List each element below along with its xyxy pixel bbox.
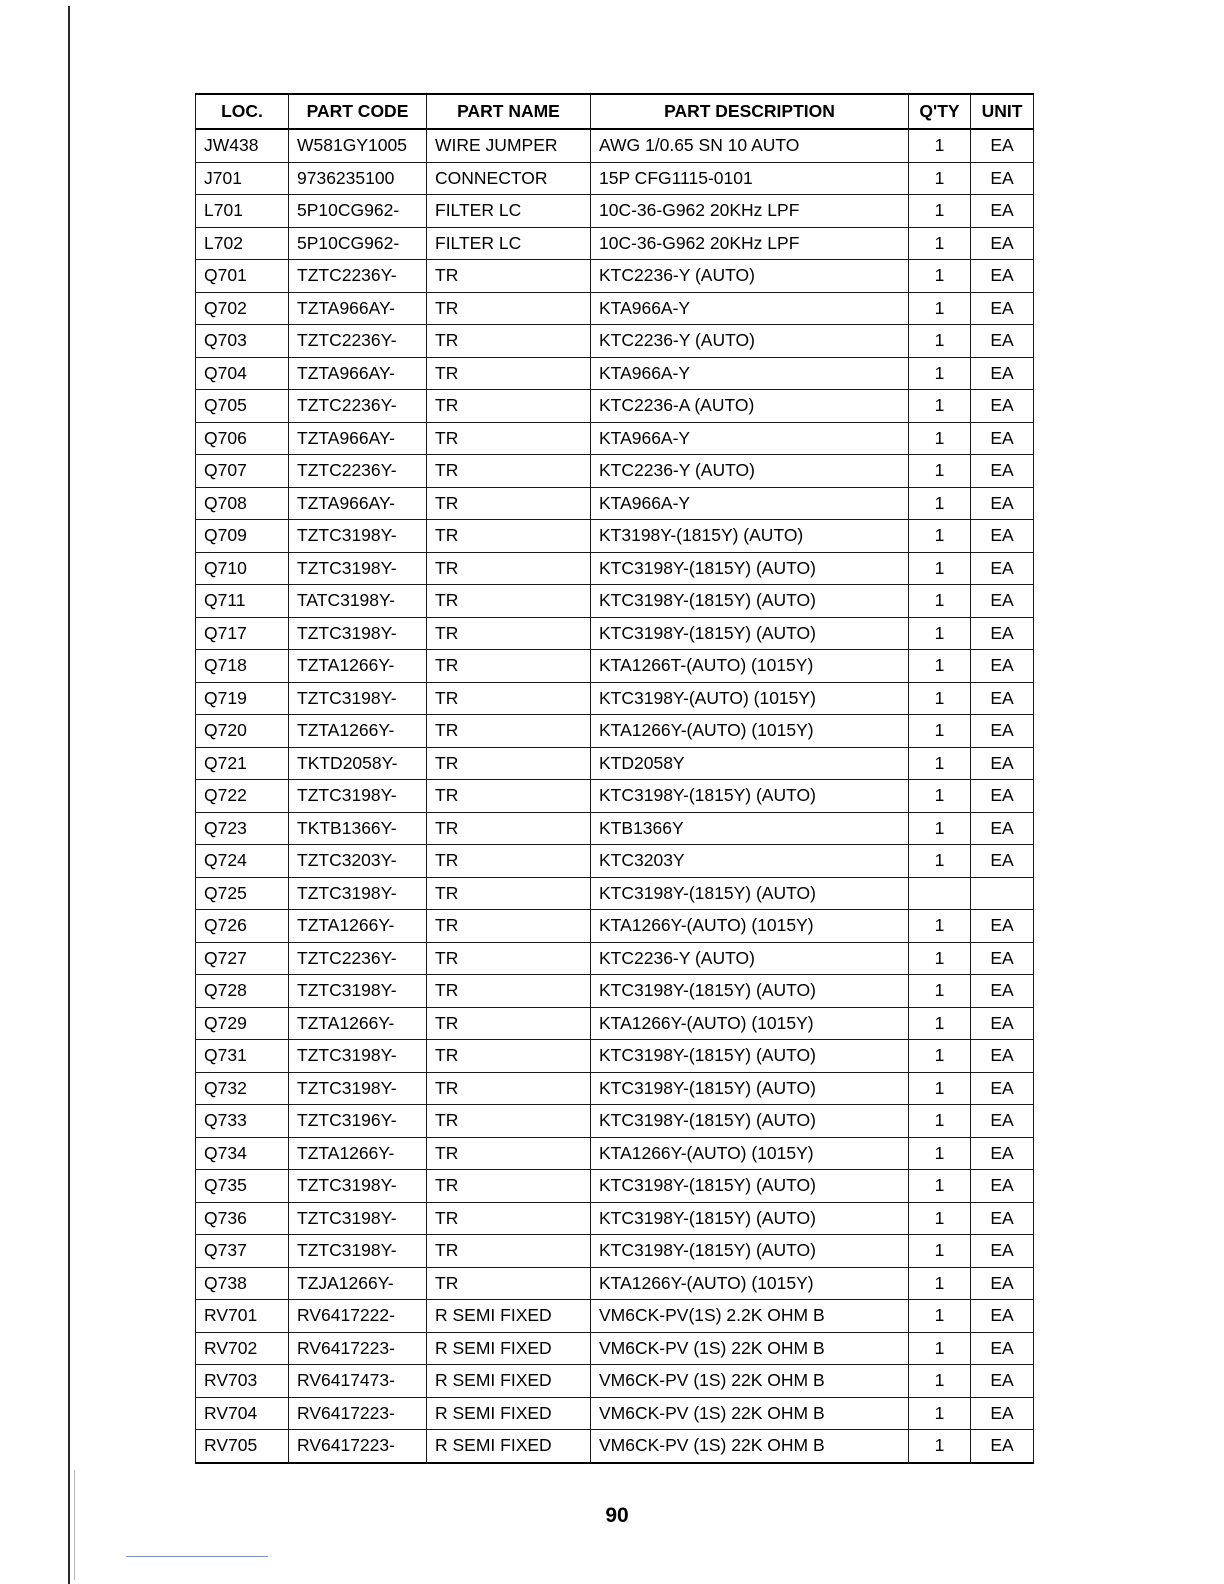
table-row xyxy=(196,1430,1034,1463)
table-row xyxy=(196,877,1034,910)
loc-cell: Q728 xyxy=(196,975,289,1008)
unit-cell: EA xyxy=(971,357,1034,390)
part-description-cell: KTA1266T-(AUTO) (1015Y) xyxy=(591,650,909,683)
part-name-cell: TR xyxy=(427,715,591,748)
part-description-cell: KTA1266Y-(AUTO) (1015Y) xyxy=(591,1007,909,1040)
part-description-cell: KTB1366Y xyxy=(591,812,909,845)
part-name-cell: R SEMI FIXED xyxy=(427,1365,591,1398)
unit-cell: EA xyxy=(971,812,1034,845)
part-code-cell: RV6417223- xyxy=(289,1332,427,1365)
table-row xyxy=(196,487,1034,520)
qty-cell: 1 xyxy=(909,1007,971,1040)
part-description-cell: KTC3198Y-(AUTO) (1015Y) xyxy=(591,682,909,715)
part-description-cell: KTC3198Y-(1815Y) (AUTO) xyxy=(591,1202,909,1235)
unit-cell: EA xyxy=(971,292,1034,325)
loc-cell: Q737 xyxy=(196,1235,289,1268)
part-description-cell: 15P CFG1115-0101 xyxy=(591,162,909,195)
part-code-cell: TKTD2058Y- xyxy=(289,747,427,780)
part-name-cell: TR xyxy=(427,390,591,423)
table-row xyxy=(196,520,1034,553)
page-number: 90 xyxy=(605,1504,629,1527)
table-row xyxy=(196,780,1034,813)
part-description-cell: KTA1266Y-(AUTO) (1015Y) xyxy=(591,1137,909,1170)
qty-cell xyxy=(909,877,971,910)
qty-cell: 1 xyxy=(909,682,971,715)
loc-cell: Q709 xyxy=(196,520,289,553)
part-code-cell: TZTC3198Y- xyxy=(289,1235,427,1268)
loc-cell: J701 xyxy=(196,162,289,195)
part-name-cell: TR xyxy=(427,455,591,488)
part-name-cell: TR xyxy=(427,650,591,683)
unit-cell xyxy=(971,877,1034,910)
part-description-cell: KTD2058Y xyxy=(591,747,909,780)
table-row xyxy=(196,227,1034,260)
part-description-cell: 10C-36-G962 20KHz LPF xyxy=(591,227,909,260)
qty-cell: 1 xyxy=(909,1332,971,1365)
table-row xyxy=(196,1137,1034,1170)
part-name-cell: TR xyxy=(427,520,591,553)
part-name-cell: TR xyxy=(427,812,591,845)
part-code-cell: TZTC2236Y- xyxy=(289,260,427,293)
unit-cell: EA xyxy=(971,260,1034,293)
part-name-cell: FILTER LC xyxy=(427,227,591,260)
loc-cell: Q731 xyxy=(196,1040,289,1073)
loc-cell: L701 xyxy=(196,195,289,228)
table-row xyxy=(196,129,1034,162)
qty-cell: 1 xyxy=(909,260,971,293)
loc-cell: Q735 xyxy=(196,1170,289,1203)
qty-cell: 1 xyxy=(909,1235,971,1268)
unit-cell: EA xyxy=(971,390,1034,423)
part-name-cell: TR xyxy=(427,877,591,910)
part-code-cell: TZTC3196Y- xyxy=(289,1105,427,1138)
part-name-cell: TR xyxy=(427,1235,591,1268)
part-description-cell: KTA1266Y-(AUTO) (1015Y) xyxy=(591,910,909,943)
qty-cell: 1 xyxy=(909,292,971,325)
part-description-cell: VM6CK-PV (1S) 22K OHM B xyxy=(591,1365,909,1398)
part-name-cell: R SEMI FIXED xyxy=(427,1300,591,1333)
unit-cell: EA xyxy=(971,227,1034,260)
part-description-cell: KTC3198Y-(1815Y) (AUTO) xyxy=(591,1072,909,1105)
part-name-cell: TR xyxy=(427,422,591,455)
part-code-cell: TZTC3198Y- xyxy=(289,1202,427,1235)
loc-cell: RV704 xyxy=(196,1397,289,1430)
part-description-cell: VM6CK-PV (1S) 22K OHM B xyxy=(591,1332,909,1365)
table-row xyxy=(196,455,1034,488)
unit-cell: EA xyxy=(971,682,1034,715)
unit-cell: EA xyxy=(971,975,1034,1008)
part-description-cell: KTA966A-Y xyxy=(591,487,909,520)
loc-cell: Q717 xyxy=(196,617,289,650)
part-code-cell: TZTA1266Y- xyxy=(289,715,427,748)
loc-cell: Q723 xyxy=(196,812,289,845)
part-name-cell: R SEMI FIXED xyxy=(427,1332,591,1365)
table-row xyxy=(196,812,1034,845)
table-row xyxy=(196,747,1034,780)
unit-cell: EA xyxy=(971,942,1034,975)
loc-cell: RV701 xyxy=(196,1300,289,1333)
part-description-cell: KTA966A-Y xyxy=(591,357,909,390)
qty-cell: 1 xyxy=(909,162,971,195)
part-code-cell: 5P10CG962- xyxy=(289,227,427,260)
loc-cell: Q705 xyxy=(196,390,289,423)
part-description-cell: KTC3198Y-(1815Y) (AUTO) xyxy=(591,1105,909,1138)
qty-cell: 1 xyxy=(909,845,971,878)
parts-table-body xyxy=(196,129,1034,1463)
part-name-cell: TR xyxy=(427,1137,591,1170)
part-code-cell: TZTA966AY- xyxy=(289,422,427,455)
part-code-cell: TZTC3198Y- xyxy=(289,877,427,910)
loc-cell: Q724 xyxy=(196,845,289,878)
part-code-cell: TKTB1366Y- xyxy=(289,812,427,845)
part-code-cell: RV6417473- xyxy=(289,1365,427,1398)
part-code-cell: TATC3198Y- xyxy=(289,585,427,618)
loc-cell: JW438 xyxy=(196,129,289,162)
table-row xyxy=(196,1267,1034,1300)
loc-cell: Q729 xyxy=(196,1007,289,1040)
qty-cell: 1 xyxy=(909,1365,971,1398)
table-row xyxy=(196,975,1034,1008)
part-code-cell: TZJA1266Y- xyxy=(289,1267,427,1300)
part-name-cell: TR xyxy=(427,1202,591,1235)
unit-cell: EA xyxy=(971,1040,1034,1073)
qty-cell: 1 xyxy=(909,487,971,520)
part-name-cell: TR xyxy=(427,975,591,1008)
table-row xyxy=(196,1397,1034,1430)
part-description-cell: KTC2236-Y (AUTO) xyxy=(591,260,909,293)
part-description-cell: KTC3198Y-(1815Y) (AUTO) xyxy=(591,1235,909,1268)
unit-cell: EA xyxy=(971,910,1034,943)
table-row xyxy=(196,682,1034,715)
table-row xyxy=(196,715,1034,748)
table-row xyxy=(196,1072,1034,1105)
part-code-cell: TZTA1266Y- xyxy=(289,1007,427,1040)
unit-cell: EA xyxy=(971,487,1034,520)
part-description-cell: KTC2236-Y (AUTO) xyxy=(591,455,909,488)
loc-cell: Q732 xyxy=(196,1072,289,1105)
column-header-part-description: PART DESCRIPTION xyxy=(591,94,909,129)
loc-cell: Q721 xyxy=(196,747,289,780)
part-name-cell: TR xyxy=(427,585,591,618)
table-row xyxy=(196,422,1034,455)
loc-cell: Q702 xyxy=(196,292,289,325)
unit-cell: EA xyxy=(971,780,1034,813)
table-row xyxy=(196,390,1034,423)
qty-cell: 1 xyxy=(909,422,971,455)
table-row xyxy=(196,357,1034,390)
part-description-cell: VM6CK-PV (1S) 22K OHM B xyxy=(591,1397,909,1430)
loc-cell: Q707 xyxy=(196,455,289,488)
part-name-cell: TR xyxy=(427,1170,591,1203)
qty-cell: 1 xyxy=(909,812,971,845)
unit-cell: EA xyxy=(971,1137,1034,1170)
qty-cell: 1 xyxy=(909,715,971,748)
qty-cell: 1 xyxy=(909,650,971,683)
part-name-cell: TR xyxy=(427,1007,591,1040)
part-code-cell: RV6417223- xyxy=(289,1397,427,1430)
table-row xyxy=(196,1105,1034,1138)
part-name-cell: TR xyxy=(427,780,591,813)
qty-cell: 1 xyxy=(909,780,971,813)
table-row xyxy=(196,292,1034,325)
loc-cell: Q711 xyxy=(196,585,289,618)
part-code-cell: TZTC3198Y- xyxy=(289,1072,427,1105)
part-name-cell: TR xyxy=(427,292,591,325)
part-code-cell: TZTC2236Y- xyxy=(289,325,427,358)
unit-cell: EA xyxy=(971,1170,1034,1203)
qty-cell: 1 xyxy=(909,975,971,1008)
qty-cell: 1 xyxy=(909,1300,971,1333)
loc-cell: Q733 xyxy=(196,1105,289,1138)
unit-cell: EA xyxy=(971,129,1034,162)
part-name-cell: TR xyxy=(427,260,591,293)
part-description-cell: KTA1266Y-(AUTO) (1015Y) xyxy=(591,715,909,748)
part-description-cell: KTC3198Y-(1815Y) (AUTO) xyxy=(591,552,909,585)
qty-cell: 1 xyxy=(909,1397,971,1430)
part-name-cell: R SEMI FIXED xyxy=(427,1430,591,1463)
table-row xyxy=(196,195,1034,228)
loc-cell: Q720 xyxy=(196,715,289,748)
scan-margin-line xyxy=(68,6,70,1584)
part-name-cell: CONNECTOR xyxy=(427,162,591,195)
loc-cell: Q736 xyxy=(196,1202,289,1235)
table-row xyxy=(196,325,1034,358)
part-description-cell: KTC3198Y-(1815Y) (AUTO) xyxy=(591,975,909,1008)
part-name-cell: TR xyxy=(427,1072,591,1105)
table-row xyxy=(196,162,1034,195)
qty-cell: 1 xyxy=(909,390,971,423)
unit-cell: EA xyxy=(971,845,1034,878)
table-row xyxy=(196,552,1034,585)
part-description-cell: KT3198Y-(1815Y) (AUTO) xyxy=(591,520,909,553)
part-description-cell: KTC3198Y-(1815Y) (AUTO) xyxy=(591,1040,909,1073)
qty-cell: 1 xyxy=(909,195,971,228)
qty-cell: 1 xyxy=(909,1072,971,1105)
part-name-cell: TR xyxy=(427,747,591,780)
unit-cell: EA xyxy=(971,520,1034,553)
part-name-cell: TR xyxy=(427,942,591,975)
part-code-cell: TZTC3198Y- xyxy=(289,682,427,715)
table-row xyxy=(196,585,1034,618)
qty-cell: 1 xyxy=(909,617,971,650)
table-header-row xyxy=(196,94,1034,129)
part-description-cell: KTA1266Y-(AUTO) (1015Y) xyxy=(591,1267,909,1300)
part-code-cell: TZTA966AY- xyxy=(289,292,427,325)
qty-cell: 1 xyxy=(909,1040,971,1073)
loc-cell: Q726 xyxy=(196,910,289,943)
qty-cell: 1 xyxy=(909,1105,971,1138)
part-name-cell: TR xyxy=(427,617,591,650)
loc-cell: Q708 xyxy=(196,487,289,520)
loc-cell: Q727 xyxy=(196,942,289,975)
unit-cell: EA xyxy=(971,747,1034,780)
unit-cell: EA xyxy=(971,1072,1034,1105)
parts-list-table xyxy=(195,93,1034,1464)
part-code-cell: W581GY1005 xyxy=(289,129,427,162)
part-name-cell: R SEMI FIXED xyxy=(427,1397,591,1430)
column-header-part-name: PART NAME xyxy=(427,94,591,129)
part-description-cell: VM6CK-PV(1S) 2.2K OHM B xyxy=(591,1300,909,1333)
qty-cell: 1 xyxy=(909,1170,971,1203)
unit-cell: EA xyxy=(971,617,1034,650)
unit-cell: EA xyxy=(971,552,1034,585)
qty-cell: 1 xyxy=(909,1267,971,1300)
part-description-cell: KTC2236-Y (AUTO) xyxy=(591,942,909,975)
part-description-cell: KTC3198Y-(1815Y) (AUTO) xyxy=(591,1170,909,1203)
part-code-cell: TZTC3203Y- xyxy=(289,845,427,878)
column-header-loc: LOC. xyxy=(196,94,289,129)
part-code-cell: TZTC2236Y- xyxy=(289,390,427,423)
unit-cell: EA xyxy=(971,1202,1034,1235)
qty-cell: 1 xyxy=(909,747,971,780)
unit-cell: EA xyxy=(971,1007,1034,1040)
unit-cell: EA xyxy=(971,195,1034,228)
table-row xyxy=(196,942,1034,975)
part-name-cell: TR xyxy=(427,1040,591,1073)
part-code-cell: RV6417222- xyxy=(289,1300,427,1333)
part-name-cell: FILTER LC xyxy=(427,195,591,228)
part-code-cell: TZTC3198Y- xyxy=(289,1040,427,1073)
qty-cell: 1 xyxy=(909,1202,971,1235)
table-row xyxy=(196,910,1034,943)
unit-cell: EA xyxy=(971,1235,1034,1268)
unit-cell: EA xyxy=(971,650,1034,683)
unit-cell: EA xyxy=(971,715,1034,748)
unit-cell: EA xyxy=(971,422,1034,455)
loc-cell: Q722 xyxy=(196,780,289,813)
table-row xyxy=(196,1300,1034,1333)
loc-cell: Q738 xyxy=(196,1267,289,1300)
part-code-cell: TZTA1266Y- xyxy=(289,1137,427,1170)
part-description-cell: KTC3198Y-(1815Y) (AUTO) xyxy=(591,617,909,650)
unit-cell: EA xyxy=(971,455,1034,488)
part-code-cell: TZTC3198Y- xyxy=(289,520,427,553)
table-row xyxy=(196,1235,1034,1268)
unit-cell: EA xyxy=(971,1365,1034,1398)
part-description-cell: KTC3198Y-(1815Y) (AUTO) xyxy=(591,877,909,910)
part-name-cell: TR xyxy=(427,325,591,358)
part-code-cell: TZTA1266Y- xyxy=(289,910,427,943)
loc-cell: RV703 xyxy=(196,1365,289,1398)
column-header-part-code: PART CODE xyxy=(289,94,427,129)
qty-cell: 1 xyxy=(909,357,971,390)
part-code-cell: TZTC3198Y- xyxy=(289,617,427,650)
qty-cell: 1 xyxy=(909,910,971,943)
part-code-cell: TZTA966AY- xyxy=(289,357,427,390)
part-description-cell: 10C-36-G962 20KHz LPF xyxy=(591,195,909,228)
qty-cell: 1 xyxy=(909,520,971,553)
loc-cell: Q701 xyxy=(196,260,289,293)
part-description-cell: VM6CK-PV (1S) 22K OHM B xyxy=(591,1430,909,1463)
loc-cell: Q718 xyxy=(196,650,289,683)
part-description-cell: KTC2236-Y (AUTO) xyxy=(591,325,909,358)
part-description-cell: AWG 1/0.65 SN 10 AUTO xyxy=(591,129,909,162)
part-name-cell: WIRE JUMPER xyxy=(427,129,591,162)
part-name-cell: TR xyxy=(427,682,591,715)
loc-cell: RV702 xyxy=(196,1332,289,1365)
table-row xyxy=(196,617,1034,650)
part-code-cell: TZTC2236Y- xyxy=(289,942,427,975)
unit-cell: EA xyxy=(971,585,1034,618)
part-name-cell: TR xyxy=(427,1105,591,1138)
loc-cell: Q710 xyxy=(196,552,289,585)
unit-cell: EA xyxy=(971,162,1034,195)
loc-cell: Q706 xyxy=(196,422,289,455)
loc-cell: RV705 xyxy=(196,1430,289,1463)
qty-cell: 1 xyxy=(909,585,971,618)
part-code-cell: TZTA966AY- xyxy=(289,487,427,520)
part-code-cell: 5P10CG962- xyxy=(289,195,427,228)
part-code-cell: TZTC3198Y- xyxy=(289,975,427,1008)
part-code-cell: TZTC2236Y- xyxy=(289,455,427,488)
part-name-cell: TR xyxy=(427,1267,591,1300)
part-name-cell: TR xyxy=(427,845,591,878)
unit-cell: EA xyxy=(971,1105,1034,1138)
part-description-cell: KTC3203Y xyxy=(591,845,909,878)
part-description-cell: KTA966A-Y xyxy=(591,292,909,325)
unit-cell: EA xyxy=(971,1267,1034,1300)
part-description-cell: KTC3198Y-(1815Y) (AUTO) xyxy=(591,780,909,813)
column-header-qty: Q'TY xyxy=(909,94,971,129)
table-row xyxy=(196,845,1034,878)
part-code-cell: TZTC3198Y- xyxy=(289,1170,427,1203)
part-name-cell: TR xyxy=(427,357,591,390)
qty-cell: 1 xyxy=(909,129,971,162)
qty-cell: 1 xyxy=(909,1137,971,1170)
loc-cell: Q725 xyxy=(196,877,289,910)
part-name-cell: TR xyxy=(427,487,591,520)
unit-cell: EA xyxy=(971,1300,1034,1333)
part-name-cell: TR xyxy=(427,910,591,943)
table-row xyxy=(196,1202,1034,1235)
part-description-cell: KTA966A-Y xyxy=(591,422,909,455)
loc-cell: Q719 xyxy=(196,682,289,715)
part-code-cell: RV6417223- xyxy=(289,1430,427,1463)
table-row xyxy=(196,1332,1034,1365)
loc-cell: Q704 xyxy=(196,357,289,390)
loc-cell: L702 xyxy=(196,227,289,260)
qty-cell: 1 xyxy=(909,455,971,488)
unit-cell: EA xyxy=(971,1397,1034,1430)
unit-cell: EA xyxy=(971,1430,1034,1463)
table-row xyxy=(196,650,1034,683)
loc-cell: Q703 xyxy=(196,325,289,358)
part-code-cell: TZTC3198Y- xyxy=(289,780,427,813)
part-code-cell: 9736235100 xyxy=(289,162,427,195)
qty-cell: 1 xyxy=(909,942,971,975)
part-code-cell: TZTC3198Y- xyxy=(289,552,427,585)
loc-cell: Q734 xyxy=(196,1137,289,1170)
unit-cell: EA xyxy=(971,325,1034,358)
table-row xyxy=(196,1040,1034,1073)
table-row xyxy=(196,1170,1034,1203)
table-row xyxy=(196,1007,1034,1040)
part-code-cell: TZTA1266Y- xyxy=(289,650,427,683)
qty-cell: 1 xyxy=(909,325,971,358)
qty-cell: 1 xyxy=(909,552,971,585)
qty-cell: 1 xyxy=(909,1430,971,1463)
qty-cell: 1 xyxy=(909,227,971,260)
part-description-cell: KTC3198Y-(1815Y) (AUTO) xyxy=(591,585,909,618)
unit-cell: EA xyxy=(971,1332,1034,1365)
footer-rule xyxy=(126,1556,268,1557)
table-row xyxy=(196,1365,1034,1398)
part-name-cell: TR xyxy=(427,552,591,585)
column-header-unit: UNIT xyxy=(971,94,1034,129)
table-row xyxy=(196,260,1034,293)
part-description-cell: KTC2236-A (AUTO) xyxy=(591,390,909,423)
